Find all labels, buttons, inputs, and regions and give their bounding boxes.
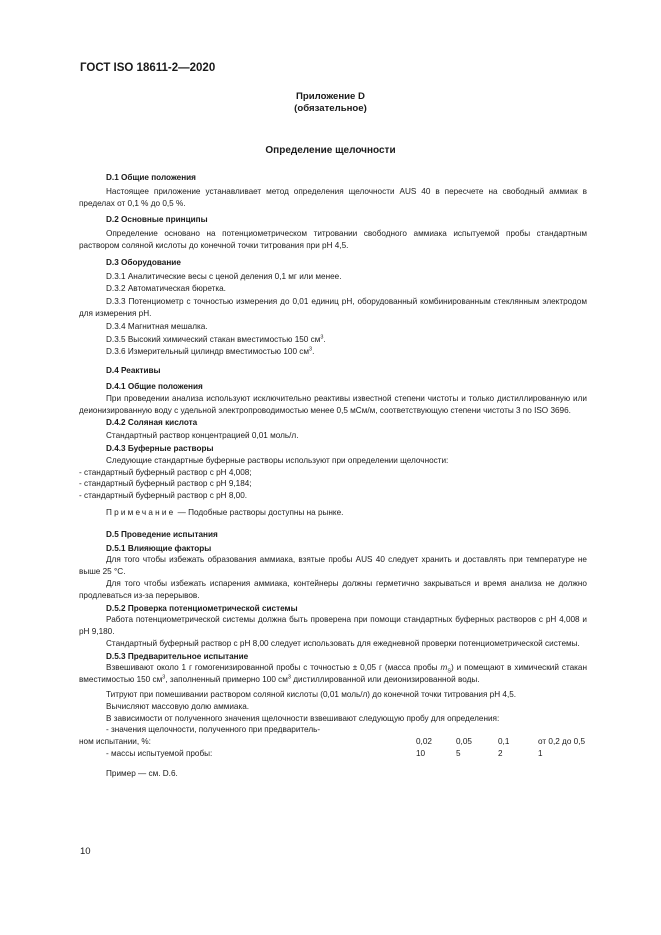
section-d43-heading: D.4.3 Буферные растворы bbox=[106, 443, 214, 453]
appendix-label: Приложение D bbox=[296, 91, 365, 102]
superscript-3: 3 bbox=[162, 674, 166, 681]
item-d36 bbox=[79, 346, 587, 358]
table-row bbox=[79, 724, 587, 736]
table-cell: 2 bbox=[498, 749, 503, 759]
section-d53-p2: Титруют при помешивании раствором соляной кислоты (0,01 моль/л) до конечной точки титрования pH 4,5. bbox=[106, 690, 517, 700]
section-d43-text: Следующие стандартные буферные растворы используют при определении щелочности: bbox=[106, 455, 449, 465]
item-d35 bbox=[79, 334, 587, 346]
table-cell: 1 bbox=[538, 749, 543, 759]
table-cell: 0,05 bbox=[456, 737, 472, 747]
section-d42-heading: D.4.2 Соляная кислота bbox=[106, 418, 198, 428]
note bbox=[106, 507, 587, 519]
superscript-3: 3 bbox=[309, 346, 313, 353]
section-d53-p3: Вычисляют массовую долю аммиака. bbox=[106, 701, 250, 711]
table-cell-label: ном испытании, %: bbox=[79, 737, 151, 747]
section-d52-p1: Работа потенциометрической системы должна быть проверена при помощи стандартных буферных растворов с pH 4,008 и pH 9,180. bbox=[79, 615, 587, 637]
appendix-heading bbox=[0, 91, 661, 115]
section-d51-heading: D.5.1 Влияющие факторы bbox=[106, 543, 212, 553]
table-row bbox=[79, 748, 587, 760]
section-d51-p2: Для того чтобы избежать испарения аммиака, контейнеры должны герметично закрываться и время анализа не должно продлеваться из-за перерывов. bbox=[79, 578, 587, 600]
table-cell: 10 bbox=[416, 749, 426, 759]
section-d2-text: Определение основано на потенциометрическом титровании свободного аммиака испытуемой пробы стандартным раствором соляной кислоты до конечной точки титрования при pH 4,5. bbox=[79, 229, 587, 250]
section-d3-heading: D.3 Оборудование bbox=[106, 257, 181, 267]
appendix-title: Определение щелочности bbox=[265, 145, 396, 156]
period: . bbox=[323, 334, 326, 344]
superscript-3: 3 bbox=[320, 333, 324, 340]
item-d35-text: D.3.5 Высокий химический стакан вместимостью 150 см bbox=[106, 334, 321, 344]
section-d53-p4: В зависимости от полученного значения щелочности взвешивают следующую пробу для определения: bbox=[106, 713, 500, 723]
section-d52-p2: Стандартный буферный раствор с pH 8,00 следует использовать для ежедневной проверки потенциометрической системы. bbox=[106, 638, 580, 648]
superscript-3: 3 bbox=[287, 674, 291, 681]
appendix-status: (обязательное) bbox=[294, 103, 367, 114]
section-d1-text: Настоящее приложение устанавливает метод определения щелочности AUS 40 в пересчете на свободный аммиак в пределах от 0,1 % до 0,5 %. bbox=[79, 186, 587, 208]
example-reference: Пример — см. D.6. bbox=[106, 768, 178, 778]
item-d33: D.3.3 Потенциометр с точностью измерения до 0,01 единиц pH, оборудованный комбинированным стеклянным электродом для измерения pH. bbox=[79, 297, 587, 318]
page-number: 10 bbox=[80, 846, 91, 857]
d53-p1-part-b: ) и помещают в химический стакан вместимостью 150 см bbox=[79, 663, 587, 685]
section-d42-text: Стандартный раствор концентрацией 0,01 моль/л. bbox=[106, 431, 299, 441]
buffer-list-item: - стандартный буферный раствор с pH 4,008; bbox=[79, 467, 252, 477]
section-d52-heading: D.5.2 Проверка потенциометрической системы bbox=[106, 603, 298, 613]
section-d41-heading: D.4.1 Общие положения bbox=[106, 381, 203, 391]
d53-p1-part-a: Взвешивают около 1 г гомогенизированной пробы с точностью ± 0,05 г (масса пробы bbox=[106, 663, 441, 673]
d53-p1-part-c: , заполненный примерно 100 см bbox=[165, 675, 288, 685]
standard-header: ГОСТ ISO 18611-2—2020 bbox=[80, 62, 216, 74]
d53-p1-part-d: дистиллированной или деионизированной воды. bbox=[290, 675, 480, 685]
note-label: Примечание bbox=[106, 507, 176, 517]
section-d41-text: При проведении анализа используют исключительно реактивы известной степени чистоты и только дистиллированную или деионизированную воду с удельной электропроводимостью менее 0,5 мСм/м, соответствующую степени чистоты 3 по ISO 3696. bbox=[79, 393, 587, 415]
table-cell: 0,02 bbox=[416, 737, 432, 747]
section-d51-p1: Для того чтобы избежать образования аммиака, взятые пробы AUS 40 следует хранить и доставлять при температуре не выше 25 °С. bbox=[79, 555, 587, 577]
buffer-list-item: - стандартный буферный раствор с pH 8,00. bbox=[79, 491, 248, 501]
note-text: — Подобные растворы доступны на рынке. bbox=[175, 507, 344, 517]
section-d53-heading: D.5.3 Предварительное испытание bbox=[106, 651, 249, 661]
period: . bbox=[312, 347, 315, 357]
mass-subscript: S bbox=[447, 669, 451, 676]
item-d32: D.3.2 Автоматическая бюретка. bbox=[106, 284, 226, 294]
sample-mass-table bbox=[79, 724, 587, 759]
item-d34: D.3.4 Магнитная мешалка. bbox=[106, 321, 208, 331]
mass-variable: m bbox=[440, 663, 448, 673]
section-d1-heading: D.1 Общие положения bbox=[106, 173, 196, 182]
table-cell: 5 bbox=[456, 749, 461, 759]
section-d5-heading: D.5 Проведение испытания bbox=[106, 529, 218, 539]
table-cell-label: - значения щелочности, полученного при предваритель- bbox=[106, 725, 321, 735]
table-cell-label: - массы испытуемой пробы: bbox=[106, 749, 213, 759]
section-d4-heading: D.4 Реактивы bbox=[106, 366, 161, 376]
table-row bbox=[79, 736, 587, 748]
buffer-list-item: - стандартный буферный раствор с pH 9,184; bbox=[79, 479, 252, 489]
item-d36-text: D.3.6 Измерительный цилиндр вместимостью 100 см bbox=[106, 347, 309, 357]
section-d2-heading: D.2 Основные принципы bbox=[106, 215, 208, 225]
table-cell: от 0,2 до 0,5 bbox=[538, 737, 586, 747]
table-cell: 0,1 bbox=[498, 737, 510, 747]
section-d53-p1 bbox=[79, 662, 587, 686]
item-d31: D.3.1 Аналитические весы с ценой деления 0,1 мг или менее. bbox=[106, 271, 342, 281]
document-body bbox=[79, 172, 587, 780]
